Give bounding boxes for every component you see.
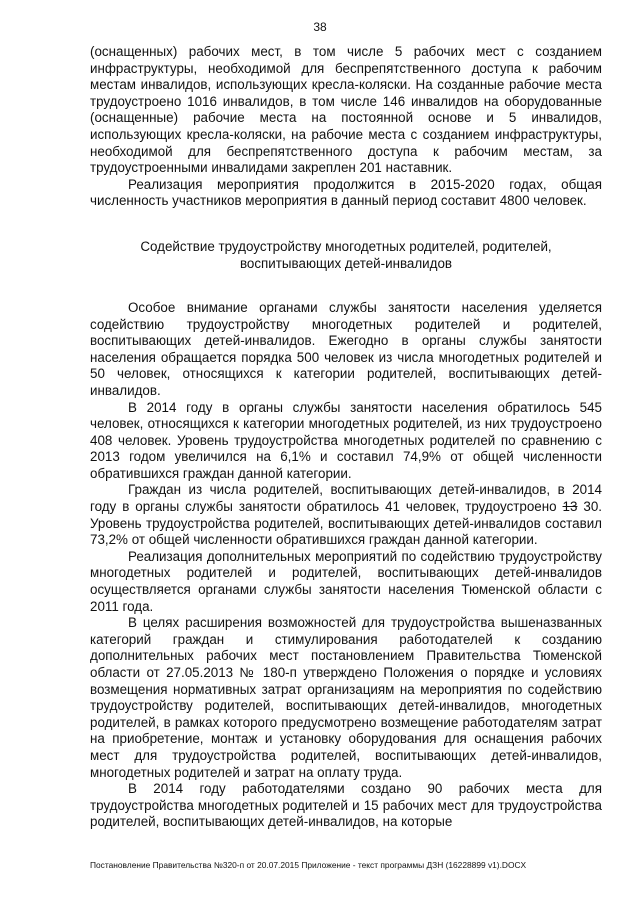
paragraph-text-part: Граждан из числа родителей, воспитывающих детей-инвалидов, в 2014 году в органы службы занятости обратилось 41 человек, трудоустроено [90, 482, 602, 515]
paragraph-special-attention: Особое внимание органами службы занятости населения уделяется содействию трудоустройству многодетных родителей и родителей, воспитывающих детей-инвалидов. Ежегодно в органы службы занятости населения обращается порядка 500 человек из числа многодетных родителей и 50 человек, относящихся к категории родителей, воспитывающих детей-инвалидов. [90, 299, 602, 398]
section-heading: Содействие трудоустройству многодетных родителей, родителей, воспитывающих детей-инвалидов [140, 238, 552, 271]
paragraph-2014-disabled-children-parents [90, 482, 602, 548]
document-footer: Постановление Правительства №320-п от 20.07.2015 Приложение - текст программы ДЗН (16228899 v1).DOCX [90, 860, 527, 870]
paragraph-text-part: 30. Уровень трудоустройства родителей, воспитывающих детей-инвалидов составил 73,2% от общей численности обратившихся граждан данной категории. [90, 499, 602, 548]
paragraph-expansion-goals: В целях расширения возможностей для трудоустройства вышеназванных категорий граждан и стимулирования работодателей к созданию дополнительных рабочих мест постановлением Правительства Тюменской области от 27.05.2013 № 180-п утверждено Положения о порядке и условиях возмещения нормативных затрат организациям на мероприятия по содействию трудоустройству родителей, воспитывающих детей-инвалидов, многодетных родителей, в рамках которого предусмотрено возмещение работодателям затрат на приобретение, монтаж и установку оборудования для оснащения рабочих мест для трудоустройства родителей, воспитывающих детей-инвалидов, многодетных родителей и затрат на оплату труда. [90, 615, 602, 780]
paragraph-2014-large-families: В 2014 году в органы службы занятости населения обратилось 545 человек, относящихся к категории многодетных родителей, из них трудоустроено 408 человек. Уровень трудоустройства многодетных родителей по сравнению с 2013 годом увеличился на 6,1% и составил 74,9% от общей численности обратившихся граждан данной категории. [90, 399, 602, 481]
struck-number: 13 [562, 499, 578, 515]
page-number: 38 [313, 20, 327, 34]
paragraph-2014-employers: В 2014 году работодателями создано 90 рабочих места для трудоустройства многодетных родителей и 15 рабочих мест для трудоустройства родителей, воспитывающих детей-инвалидов, на которые [90, 781, 602, 830]
paragraph-additional-measures: Реализация дополнительных мероприятий по содействию трудоустройству многодетных родителей и родителей, воспитывающих детей-инвалидов осуществляется органами службы занятости населения Тюменской области с 2011 года. [90, 548, 602, 614]
paragraph-continued: (оснащенных) рабочих мест, в том числе 5 рабочих мест с созданием инфраструктуры, необходимой для беспрепятственного доступа к рабочим местам инвалидов, использующих кресла-коляски. На созданные рабочие места трудоустроено 1016 инвалидов, в том числе 146 инвалидов на оборудованные (оснащенные) рабочие места на постоянной основе и 5 инвалидов, использующих кресла-коляски, на рабочие места с созданием инфраструктуры, необходимой для беспрепятственного доступа к рабочим местам, за трудоустроенными инвалидами закреплен 201 наставник. [90, 44, 602, 176]
paragraph-implementation: Реализация мероприятия продолжится в 2015-2020 годах, общая численность участников мероприятия в данный период составит 4800 человек. [90, 176, 602, 209]
document-body [90, 44, 602, 831]
